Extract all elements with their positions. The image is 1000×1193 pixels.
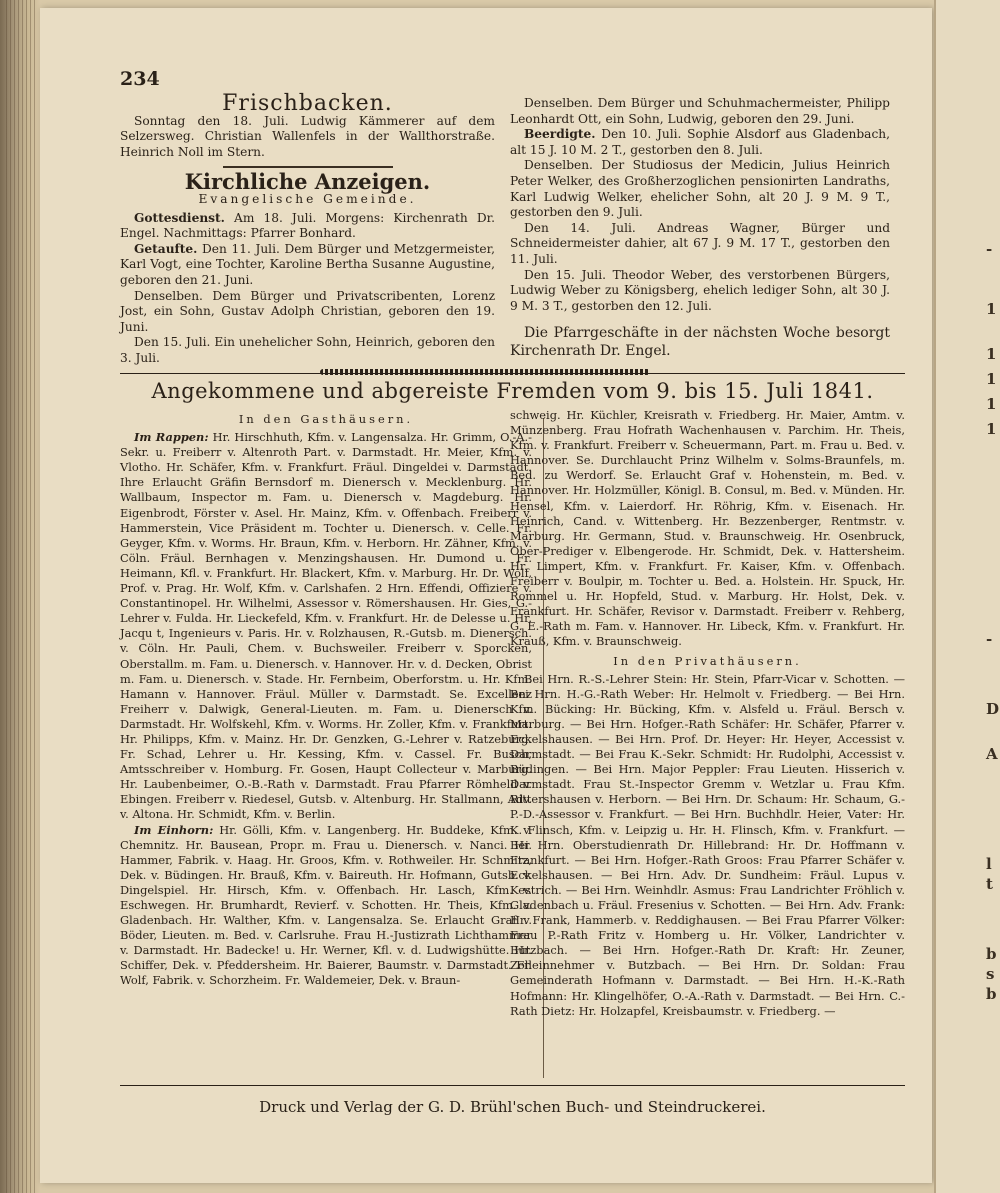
- facing-page-fragment: 1: [986, 300, 997, 318]
- page-edges: [6, 0, 36, 1193]
- bottom-rule: [120, 1085, 905, 1086]
- imprint: Druck und Verlag der G. D. Brühl'schen Buch- und Steindruckerei.: [259, 1098, 766, 1116]
- facing-page-fragment: 1: [986, 420, 997, 438]
- beerdigte-text: Den 10. Juli. Sophie Alsdorf aus Gladenbach, alt 15 J. 10 M. 2 T., gestorben den 8. Juli.: [510, 127, 890, 157]
- den14-paragraph: Den 14. Juli. Andreas Wagner, Bürger und Schneidermeister dahier, alt 67 J. 9 M. 17 T., gestorben den 11. Juli.: [510, 220, 890, 266]
- facing-page-edge: [934, 0, 1000, 1193]
- denselben-paragraph-3: Denselben. Der Studiosus der Medicin, Julius Heinrich Peter Welker, des Großherzoglichen pensionirten Landraths, Karl Ludwig Welker, ehelicher Sohn, alt 20 J. 9 M. 9 T., gestorben den 9. Juli.: [510, 158, 890, 220]
- einhorn-paragraph: [120, 823, 532, 989]
- facing-page-fragment: b: [986, 985, 997, 1003]
- beerdigte-label: Beerdigte.: [524, 127, 596, 142]
- getaufte-paragraph: [120, 242, 495, 289]
- facing-page-fragment: A: [986, 745, 998, 763]
- denselben-paragraph-1: Denselben. Dem Bürger und Privatscribenten, Lorenz Jost, ein Sohn, Gustav Adolph Christian, geboren den 19. Juni.: [120, 288, 495, 334]
- facing-page-fragment: t: [986, 875, 993, 893]
- ornamental-rule: [320, 369, 650, 375]
- lower-right-column: [510, 408, 905, 1019]
- frischbacken-text: Sonntag den 18. Juli. Ludwig Kämmerer auf dem Selzersweg. Christian Wallenfels in der Wallthorstraße. Heinrich Noll im Stern.: [120, 113, 495, 159]
- page-number: 234: [120, 68, 160, 90]
- section-divider: [223, 166, 393, 168]
- den15b-paragraph: Den 15. Juli. Theodor Weber, des verstorbenen Bürgers, Ludwig Weber zu Königsberg, ehelich lediger Sohn, alt 30 J. 9 M. 3 T., gestorben den 12. Juli.: [510, 267, 890, 313]
- denselben-paragraph-2: Denselben. Dem Bürger und Schuhmachermeister, Philipp Leonhardt Ott, ein Sohn, Ludwig, geboren den 29. Juni.: [510, 96, 890, 126]
- facing-page-fragment: D: [986, 700, 1000, 718]
- facing-page-fragment: b: [986, 945, 997, 963]
- frischbacken-heading: Frischbacken.: [222, 91, 393, 116]
- rappen-label: Im Rappen:: [134, 430, 209, 445]
- rappen-text: Hr. Hirschhuth, Kfm. v. Langensalza. Hr. Grimm, O.-A.-Sekr. u. Freiberr v. Altenroth Part. v. Darmstadt. Hr. Meier, Kfm. v. Vlotho. Hr. Schäfer, Kfm. v. Frankfurt. Fräul. Dingeldei v. Darmstadt. Ihre Erlaucht Gräfin Bernsdorf m. Dienersch v. Mecklenburg. Hr. Wallbaum, Inspector m. Fam. u. Dienersch v. Magdeburg. Hr. Eigenbrodt, Förster v. Asel. Hr. Mainz, Kfm. v. Offenbach. Freiberr v. Hammerstein, Vice Präsident m. Tochter u. Dienersch. v. Celle. Fr. Geyger, Kfm. v. Worms. Hr. Braun, Kfm. v. Herborn. Hr. Zähner, Kfm. v. Cöln. Fräul. Bernhagen v. Menzingshausen. Hr. Dumond u. Fr. Heimann, Kfl. v. Frankfurt. Hr. Blackert, Kfm. v. Marburg. Hr. Dr. Wolf, Prof. v. Prag. Hr. Wolf, Kfm. v. Carlshafen. 2 Hrn. Effendi, Offiziere v. Constantinopel. Hr. Wilhelmi, Assessor v. Römershausen. Hr. Gies, G.-Lehrer v. Fulda. Hr. Lieckefeld, Kfm. v. Frankfurt. Hr. de Delesse u. Hr. Jacqu t, Ingenieurs v. Paris. Hr. v. Rolzhausen, R.-Gutsb. m. Dienersch. v. Cöln. Hr. Pauli, Chem. v. Buchsweiler. Freiberr v. Sporcken, Oberstallm. m. Fam. u. Dienersch. v. Hannover. Hr. v. d. Decken, Obrist m. Fam. u. Dienersch. v. Stade. Hr. Fernbeim, Oberforstm. u. Hr. Kfm. Hamann v. Hannover. Fräul. Müller v. Darmstadt. Se. Excellenz Freiherr v. Dalwigk, General-Lieuten. m. Fam. u. Dienersch v. Darmstadt. Hr. Wolfskehl, Kfm. v. Worms. Hr. Zoller, Kfm. v. Frankfurt. Hr. Philipps, Kfm. v. Mainz. Hr. Dr. Genzken, G.-Lehrer v. Ratzeburg. Fr. Schad, Lehrer u. Hr. Kessing, Kfm. v. Cassel. Fr. Busch, Amtsschreiber v. Homburg. Fr. Gosen, Haupt Collecteur v. Marburg. Hr. Laubenbeimer, O.-B.-Rath v. Darmstadt. Frau Pfarrer Römheld v. Ebingen. Freiberr v. Riedesel, Gutsb. v. Altenburg. Hr. Stallmann, Adv. v. Altona. Hr. Schmidt, Kfm. v. Berlin.: [120, 430, 532, 822]
- einhorn-text: Hr. Gölli, Kfm. v. Langenberg. Hr. Buddeke, Kfm. v. Chemnitz. Hr. Bausean, Propr. m. Frau u. Dienersch. v. Nanci. Hr. Hammer, Fabrik. v. Haag. Hr. Groos, Kfm. v. Rothweiler. Hr. Schmitz, Dek. v. Büdingen. Hr. Brauß, Kfm. v. Baireuth. Hr. Hofmann, Gutsb. v. Dingelspiel. Hr. Hirsch, Kfm. v. Offenbach. Hr. Lasch, Kfm. v. Eschwegen. Hr. Brumhardt, Revierf. v. Schotten. Hr. Theis, Kfm. v. Gladenbach. Hr. Walther, Kfm. v. Langensalza. Se. Erlaucht Graf v. Böder, Lieuten. m. Bed. v. Carlsruhe. Frau H.-Justizrath Lichthammer v. Darmstadt. Hr. Badecke! u. Hr. Werner, Kfl. v. d. Ludwigshütte. Hr. Schiffer, Dek. v. Pfeddersheim. Hr. Baierer, Baumstr. v. Darmstadt. Fr. Wolf, Fabrik. v. Schorzheim. Fr. Waldemeier, Dek. v. Braun-: [120, 822, 532, 988]
- beerdigte-paragraph: [510, 127, 890, 158]
- pfarr-notice: Die Pfarrgeschäfte in der nächsten Woche besorgt Kirchenrath Dr. Engel.: [510, 325, 890, 360]
- rappen-paragraph: [120, 430, 532, 822]
- getaufte-label: Getaufte.: [134, 241, 198, 256]
- lower-left-column: [120, 410, 532, 989]
- newspaper-page: [40, 8, 932, 1183]
- den15-paragraph: Den 15. Juli. Ein unehelicher Sohn, Heinrich, geboren den 3. Juli.: [120, 335, 495, 365]
- fremden-title: Angekommene und abgereiste Fremden vom 9. bis 15. Juli 1841.: [151, 379, 874, 403]
- facing-page-fragment: -: [986, 630, 993, 648]
- gast-continuation: schweig. Hr. Küchler, Kreisrath v. Friedberg. Hr. Maier, Amtm. v. Münzenberg. Frau Hofrath Wachenhausen v. Parchim. Hr. Theis, Kfm. v. Frankfurt. Freiberr v. Scheuermann, Part. m. Frau u. Bed. v. Hannover. Se. Durchlaucht Prinz Wilhelm v. Solms-Braunfels, m. Bed. zu Werdorf. Se. Erlaucht Graf v. Hohenstein, m. Bed. v. Hannover. Hr. Holzmüller, Königl. B. Consul, m. Bed. v. Münden. Hr. Hensel, Kfm. v. Laierdorf. Hr. Röhrig, Kfm. v. Eisenach. Hr. Heinrich, Cand. v. Wittenberg. Hr. Bezzenberger, Rentmstr. v. Marburg. Hr. Germann, Stud. v. Braunschweig. Hr. Osenbruck, Ober-Prediger v. Elbengerode. Hr. Schmidt, Dek. v. Hattersheim. Hr. Limpert, Kfm. v. Frankfurt. Fr. Kaiser, Kfm. v. Offenbach. Freiberr v. Boulpir, m. Tochter u. Bed. a. Holstein. Hr. Spuck, Hr. Rommel u. Hr. Hopfeld, Stud. v. Marburg. Hr. Holst, Dek. v. Frankfurt. Hr. Schäfer, Revisor v. Darmstadt. Freiberr v. Rehberg, G. E.-Rath m. Fam. v. Hannover. Hr. Libeck, Kfm. v. Frankfurt. Hr. Krauß, Kfm. v. Braunschweig.: [510, 408, 905, 649]
- facing-page-fragment: l: [986, 855, 992, 873]
- gasthaeuser-heading: In den Gasthäusern.: [238, 412, 414, 426]
- right-top-column: [510, 96, 890, 360]
- gottesdienst-label: Gottesdienst.: [134, 210, 225, 225]
- facing-page-fragment: 1: [986, 370, 997, 388]
- facing-page-fragment: 1: [986, 345, 997, 363]
- facing-page-fragment: s: [986, 965, 995, 983]
- kirchliche-heading: Kirchliche Anzeigen.: [184, 169, 431, 195]
- gottesdienst-text: Am 18. Juli. Morgens: Kirchenrath Dr. Engel. Nachmittags: Pfarrer Bonhard.: [120, 210, 496, 241]
- gottesdienst-paragraph: [120, 211, 495, 242]
- getaufte-text: Den 11. Juli. Dem Bürger und Metzgermeister, Karl Vogt, eine Tochter, Karoline Bertha Susanne Augustine, geboren den 21. Juni.: [120, 241, 496, 287]
- einhorn-label: Im Einhorn:: [134, 822, 214, 837]
- privat-paragraph: Bei Hrn. R.-S.-Lehrer Stein: Hr. Stein, Pfarr-Vicar v. Schotten. — Bei Hrn. H.-G.-Rath Weber: Hr. Helmolt v. Friedberg. — Bei Hrn. Kfm. Bücking: Hr. Bücking, Kfm. v. Alsfeld u. Fräul. Bersch v. Marburg. — Bei Hrn. Hofger.-Rath Schäfer: Hr. Schäfer, Pfarrer v. Eckelshausen. — Bei Hrn. Prof. Dr. Heyer: Hr. Heyer, Accessist v. Darmstadt. — Bei Frau K.-Sekr. Schmidt: Hr. Rudolphi, Accessist v. Büdingen. — Bei Hrn. Major Peppler: Frau Lieuten. Hisserich v. Darmstadt. Frau St.-Inspector Gremm v. Wetzlar u. Frau Kfm. Rittershausen v. Herborn. — Bei Hrn. Dr. Schaum: Hr. Schaum, G.-P.-D.-Assessor v. Frankfurt. — Bei Hrn. Buchhdlr. Heier, Vater: Hr. K. Flinsch, Kfm. v. Leipzig u. Hr. H. Flinsch, Kfm. v. Frankfurt. — Bei Hrn. Oberstudienrath Dr. Hillebrand: Hr. Dr. Hoffmann v. Frankfurt. — Bei Hrn. Hofger.-Rath Groos: Frau Pfarrer Schäfer v. Eckelshausen. — Bei Hrn. Adv. Dr. Sundheim: Fräul. Lupus v. Kestrich. — Bei Hrn. Weinhdlr. Asmus: Frau Landrichter Fröhlich v. Gladenbach u. Fräul. Fresenius v. Schotten. — Bei Hrn. Adv. Frank: Hr. Frank, Hammerb. v. Reddighausen. — Bei Frau Pfarrer Völker: Frau P.-Rath Fritz v. Homberg u. Hr. Völker, Landrichter v. Butzbach. — Bei Hrn. Hofger.-Rath Dr. Kraft: Hr. Zeuner, Zolleinnehmer v. Butzbach. — Bei Hrn. Dr. Soldan: Frau Gemeinderath Hofmann v. Darmstadt. — Bei Hrn. H.-K.-Rath Hofmann: Hr. Klingelhöfer, O.-A.-Rath v. Darmstadt. — Bei Hrn. C.-Rath Dietz: Hr. Holzapfel, Kreisbaumstr. v. Friedberg. —: [510, 671, 905, 1018]
- left-top-column: [120, 91, 496, 367]
- privathaeuser-heading: In den Privathäusern.: [613, 653, 802, 668]
- facing-page-fragment: -: [986, 240, 993, 258]
- gemeinde-heading: Evangelische Gemeinde.: [198, 191, 417, 206]
- horizontal-rule: [120, 373, 905, 374]
- facing-page-fragment: 1: [986, 395, 997, 413]
